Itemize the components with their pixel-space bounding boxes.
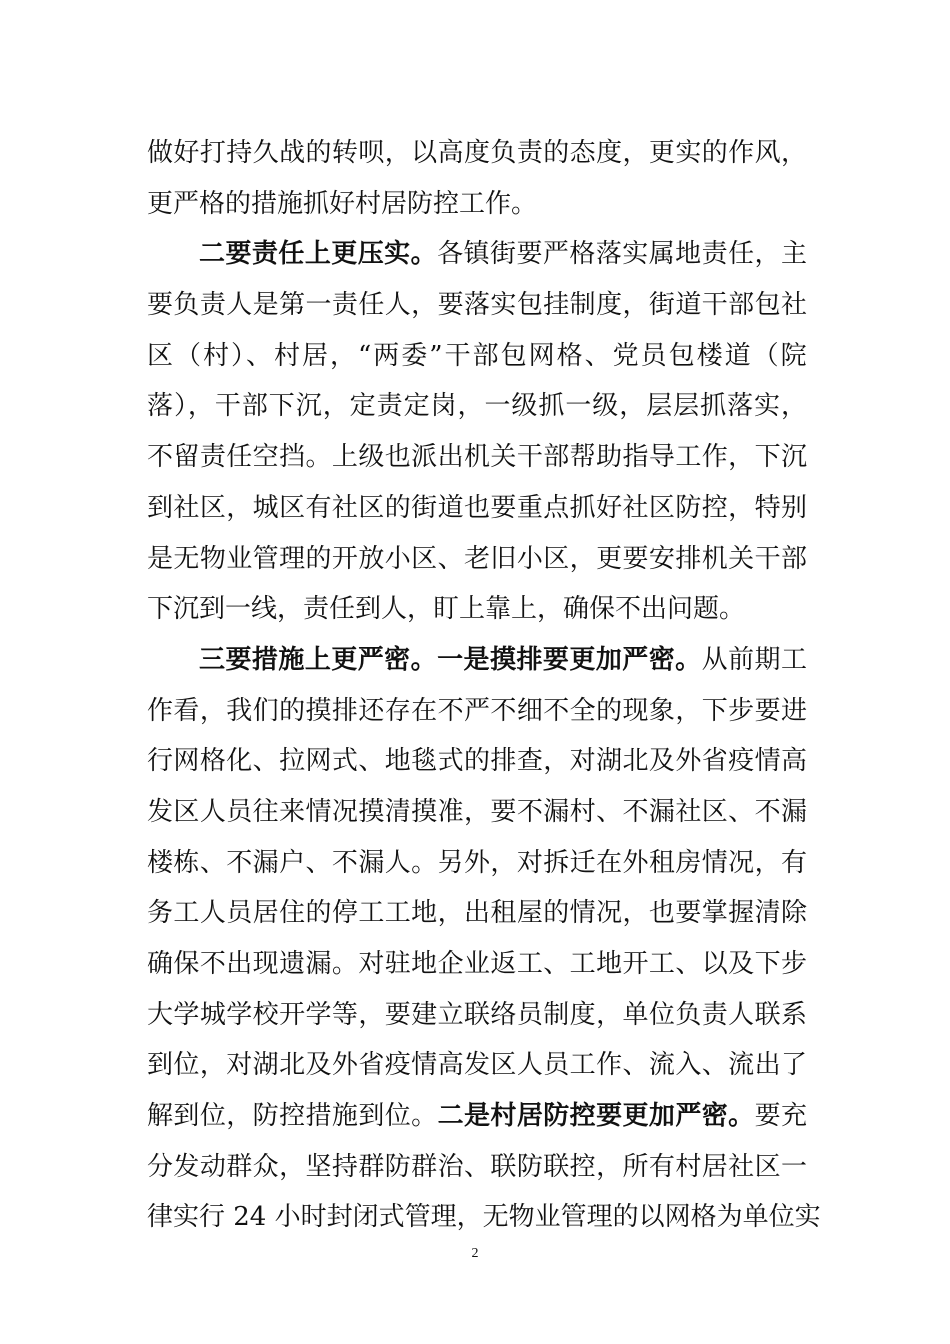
- text-line-content: [199, 635, 807, 686]
- text-line-content: 大学城学校开学等，要建立联络员制度，单位负责人联系: [147, 999, 808, 1030]
- text-line: [147, 1192, 821, 1243]
- text-line-content: 到位，对湖北及外省疫情高发区人员工作、流入、流出了: [147, 1050, 808, 1081]
- paragraph-start-line: [147, 229, 807, 280]
- text-line-content: 作看，我们的摸排还存在不严不细不全的现象，下步要进: [147, 695, 808, 726]
- text-run: 要充: [754, 1101, 808, 1132]
- section-heading-three: 三要措施上更严密。: [199, 644, 438, 675]
- subheading-one: 一是摸排要更加严密。: [437, 644, 702, 675]
- text-line-content: 是无物业管理的开放小区、老旧小区，更要安排机关干部: [147, 543, 808, 574]
- text-line-content: 行网格化、拉网式、地毯式的排查，对湖北及外省疫情高: [147, 746, 808, 777]
- text-line: [147, 736, 807, 787]
- text-line-content: 务工人员居住的停工工地，出租屋的情况，也要掌握清除: [147, 898, 808, 929]
- page-number: 2: [471, 1246, 479, 1261]
- text-run: 解到位，防控措施到位。: [147, 1101, 438, 1132]
- text-run: 各镇街要严格落实属地责任，主: [437, 239, 808, 270]
- text-line-content: 更严格的措施抓好村居防控工作。: [147, 188, 538, 219]
- text-line: [147, 584, 807, 635]
- text-line: [147, 179, 807, 230]
- text-line: [147, 280, 807, 331]
- text-line-content: 不留责任空挡。上级也派出机关干部帮助指导工作，下沉: [147, 442, 808, 473]
- text-line-content: 到社区，城区有社区的街道也要重点抓好社区防控，特别: [147, 492, 808, 523]
- text-line: [147, 888, 807, 939]
- text-line: [147, 686, 807, 737]
- text-line-content: 做好打持久战的转呗，以高度负责的态度，更实的作风，: [147, 138, 808, 168]
- text-line: [147, 939, 807, 990]
- text-line: [147, 787, 807, 838]
- paragraph-start-line: [147, 635, 807, 686]
- text-line: [147, 534, 807, 585]
- text-line-content: 律实行 24 小时封闭式管理，无物业管理的以网格为单位实: [147, 1202, 821, 1233]
- subheading-two: 二是村居防控要更加严密。: [437, 1101, 755, 1132]
- text-line: [147, 128, 807, 179]
- text-line-content: [147, 1091, 807, 1142]
- text-line: [147, 1040, 807, 1091]
- text-line: [147, 990, 807, 1041]
- text-line-content: 楼栋、不漏户、不漏人。另外，对拆迁在外租房情况，有: [147, 847, 808, 878]
- text-line: [147, 432, 807, 483]
- text-line: [147, 838, 807, 889]
- text-line: [147, 1091, 807, 1142]
- text-line-content: [199, 229, 807, 280]
- text-line-content: 区（村）、村居，“两委”干部包网格、党员包楼道（院: [147, 340, 809, 371]
- text-line-content: 发区人员往来情况摸清摸准，要不漏村、不漏社区、不漏: [147, 796, 808, 827]
- text-line-content: 分发动群众，坚持群防群治、联防联控，所有村居社区一: [147, 1151, 808, 1182]
- text-line: [147, 381, 807, 432]
- text-line: [147, 1142, 807, 1193]
- body-text: [147, 128, 821, 1243]
- text-line-content: 要负责人是第一责任人，要落实包挂制度，街道干部包社: [147, 290, 808, 321]
- text-line: [147, 331, 807, 382]
- text-line-content: 下沉到一线，责任到人，盯上靠上，确保不出问题。: [147, 594, 746, 625]
- text-line: [147, 483, 807, 534]
- text-line-content: 落），干部下沉，定责定岗，一级抓一级，层层抓落实，: [147, 391, 808, 422]
- text-run: 从前期工: [701, 644, 808, 675]
- section-heading-two: 二要责任上更压实。: [199, 239, 438, 270]
- text-line-content: 确保不出现遗漏。对驻地企业返工、工地开工、以及下步: [147, 949, 808, 979]
